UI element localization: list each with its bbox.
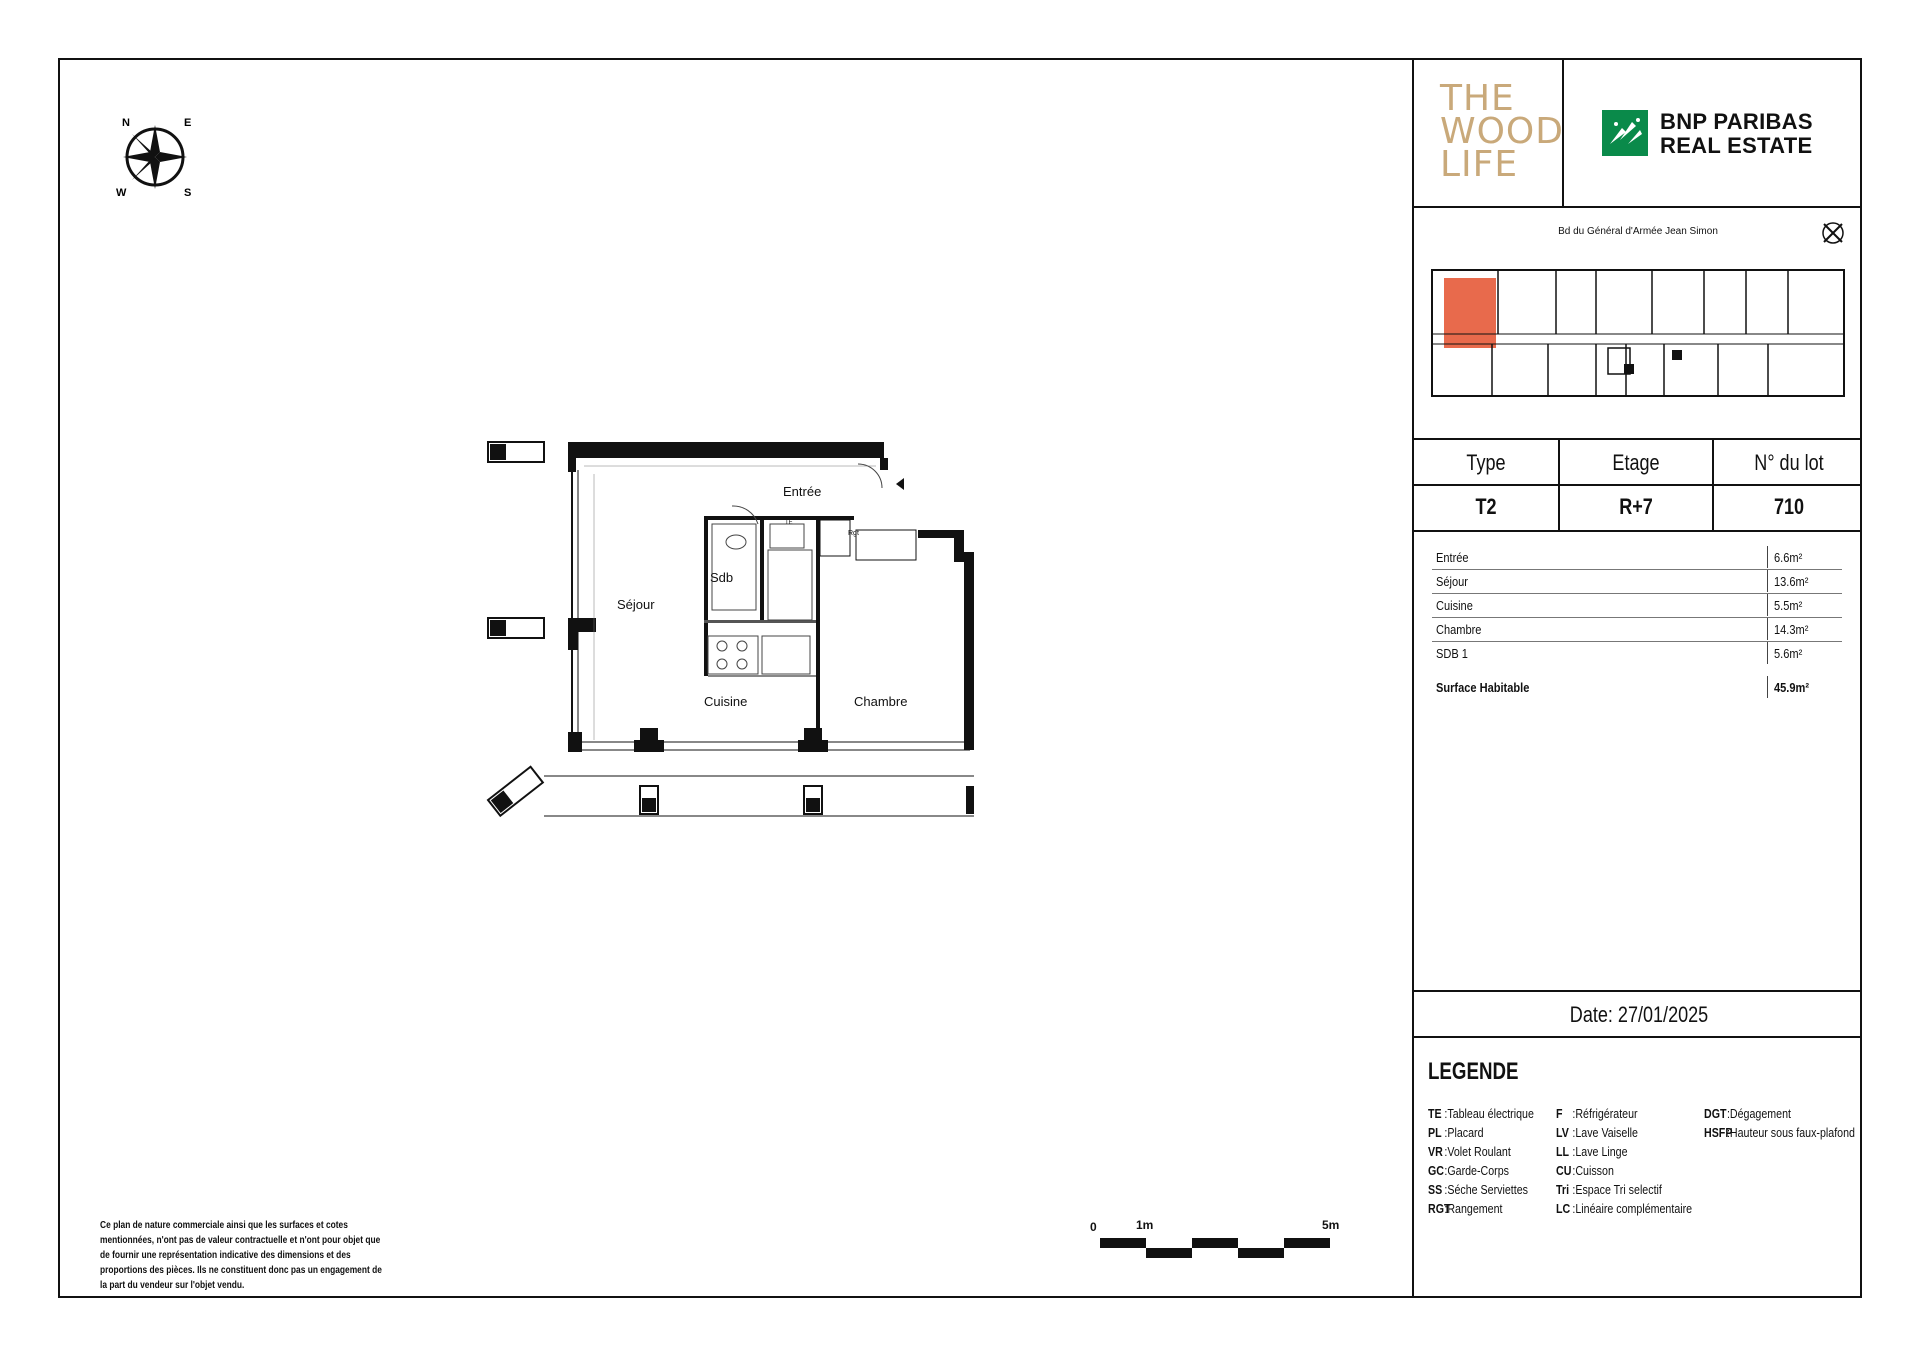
legend-item: VR :Volet Roulant xyxy=(1428,1144,1511,1159)
bnp-paribas-logo-icon xyxy=(1602,110,1648,156)
compass-w: W xyxy=(116,187,127,199)
scale-five: 5m xyxy=(1322,1218,1340,1232)
compass-n: N xyxy=(122,117,130,129)
total-label: Surface Habitable xyxy=(1436,680,1530,695)
compass-e: E xyxy=(184,117,192,129)
scale-zero: 0 xyxy=(1090,1220,1097,1234)
compass-icon xyxy=(110,112,200,202)
highlighted-lot xyxy=(1444,278,1496,348)
room-name: SDB 1 xyxy=(1436,646,1468,661)
legend-item: CU:Cuisson xyxy=(1556,1163,1614,1178)
legend-item: RGT:Rangement xyxy=(1428,1201,1503,1216)
legend-item: HSFP:Hauteur sous faux-plafond xyxy=(1704,1125,1855,1140)
lot-label: N° du lot xyxy=(1754,450,1824,475)
room-label-entree: Entrée xyxy=(783,484,822,499)
legend-item: F :Réfrigérateur xyxy=(1556,1106,1638,1121)
room-label-te: TE xyxy=(785,520,793,526)
type-label: Type xyxy=(1466,450,1506,475)
room-label-chambre: Chambre xyxy=(854,694,908,709)
room-area: 5.6m² xyxy=(1774,646,1803,661)
room-name: Séjour xyxy=(1436,574,1468,589)
room-area: 13.6m² xyxy=(1774,574,1809,589)
room-area: 5.5m² xyxy=(1774,598,1803,613)
surface-row xyxy=(1432,618,1842,642)
legend-item: DGT:Dégagement xyxy=(1704,1106,1791,1121)
legend-item: Tri :Espace Tri selectif xyxy=(1556,1182,1662,1197)
room-area: 14.3m² xyxy=(1774,622,1809,637)
type-value: T2 xyxy=(1475,494,1497,519)
disclaimer-text: Ce plan de nature commerciale ainsi que les surfaces et cotes mentionnées, n'ont pas de valeur contractuelle et n'ont pour objet que de fournir une représentation indicative des dimensions et des proportions des pièces. Ils ne constituent donc pas un engagement de la part du vendeur sur l'objet vendu. xyxy=(100,1220,382,1291)
surface-row xyxy=(1432,546,1842,570)
legend-item: TE :Tableau électrique xyxy=(1428,1106,1534,1121)
legend-item: LV :Lave Vaiselle xyxy=(1556,1125,1638,1140)
room-name: Cuisine xyxy=(1436,598,1473,613)
room-area: 6.6m² xyxy=(1774,550,1803,565)
surface-row xyxy=(1432,594,1842,618)
total-area: 45.9m² xyxy=(1774,680,1810,695)
compass-s: S xyxy=(184,187,192,199)
surface-row xyxy=(1432,642,1842,666)
floor-plan xyxy=(480,440,980,820)
legend-item: PL :Placard xyxy=(1428,1125,1484,1140)
room-name: Entrée xyxy=(1436,550,1469,565)
plan-date: Date: 27/01/2025 xyxy=(1569,1002,1709,1027)
legend-item: LC :Linéaire complémentaire xyxy=(1556,1201,1693,1216)
scale-one: 1m xyxy=(1136,1218,1154,1232)
wall-top xyxy=(568,442,884,458)
street-name: Bd du Général d'Armée Jean Simon xyxy=(1558,226,1718,237)
surface-row xyxy=(1432,570,1842,594)
legend-item: GC:Garde-Corps xyxy=(1428,1163,1509,1178)
site-compass-icon xyxy=(1818,218,1848,248)
room-label-cuisine: Cuisine xyxy=(704,694,748,709)
floor-label: Etage xyxy=(1612,450,1660,475)
legend-item: LL :Lave Linge xyxy=(1556,1144,1628,1159)
room-label-rgt: Rgt xyxy=(848,530,859,537)
legend-item: SS :Séche Serviettes xyxy=(1428,1182,1528,1197)
floor-value: R+7 xyxy=(1619,494,1653,519)
room-label-sejour: Séjour xyxy=(617,597,655,612)
the-wood-life-logo: THE WOOD LIFE xyxy=(1440,78,1564,185)
bnp-paribas-logo-text: BNP PARIBAS REAL ESTATE xyxy=(1660,109,1813,158)
lot-value: 710 xyxy=(1773,494,1805,519)
scale-bar xyxy=(1100,1238,1330,1264)
title-block xyxy=(1412,58,1862,1298)
legend-title: LEGENDE xyxy=(1428,1058,1519,1085)
room-label-sdb: Sdb xyxy=(710,570,734,585)
room-name: Chambre xyxy=(1436,622,1482,637)
surface-total-row xyxy=(1432,676,1842,700)
building-site-plan xyxy=(1428,260,1850,408)
